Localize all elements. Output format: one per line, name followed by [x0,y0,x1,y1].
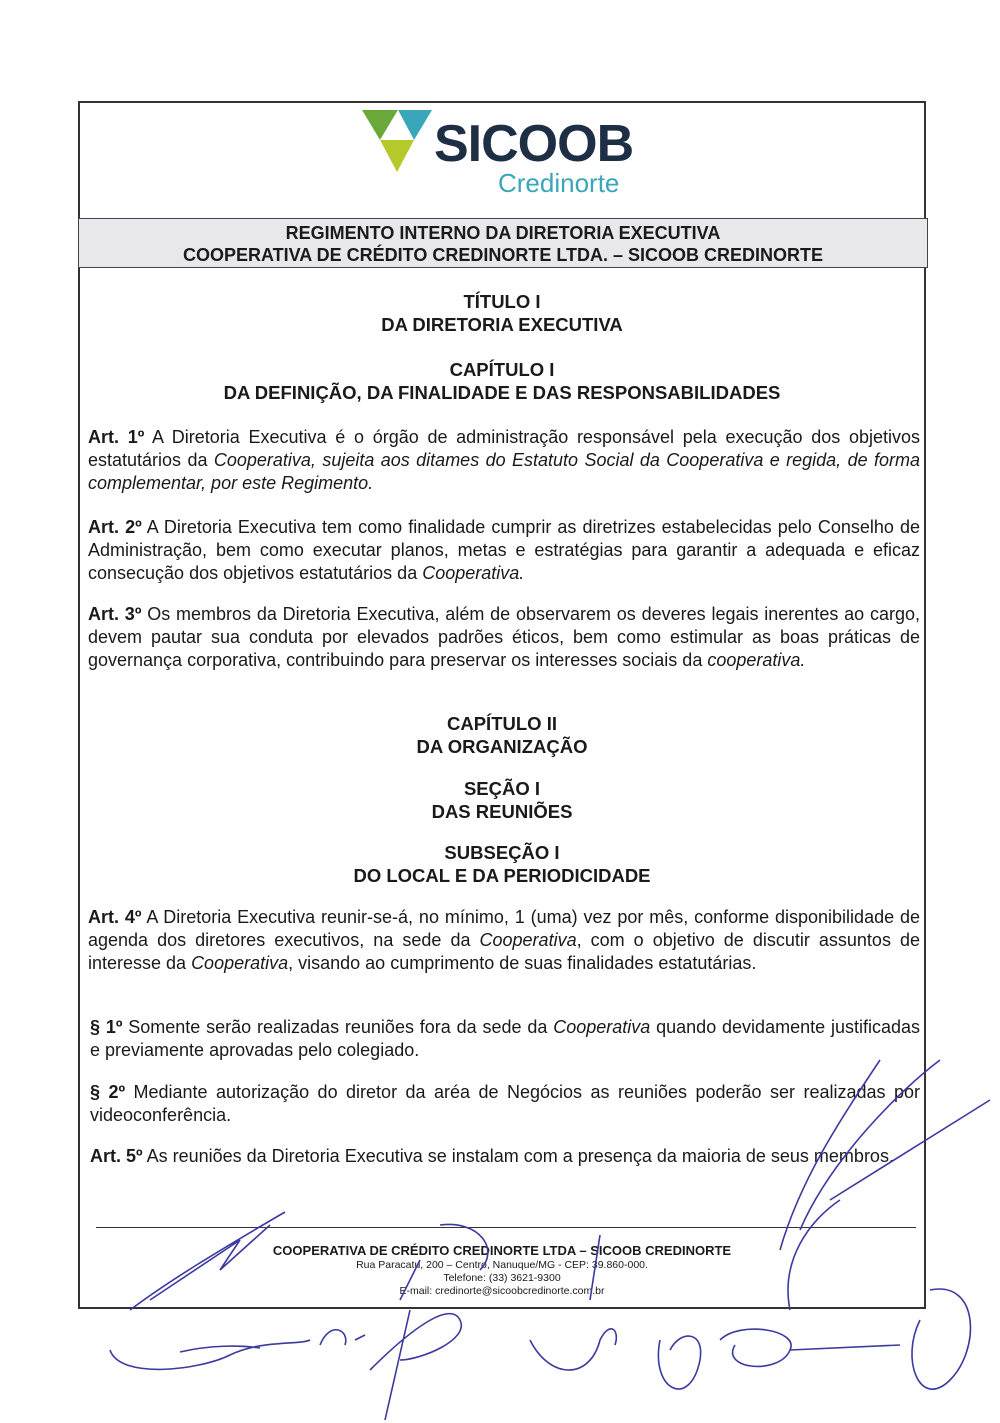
heading-line: DA DIRETORIA EXECUTIVA [381,314,623,335]
article-label: § 1º [90,1017,123,1037]
paragraph-2 [90,1081,920,1127]
article-3 [88,603,920,671]
italic-text: Cooperativa, sujeita aos ditames do Estatuto Social da Cooperativa e regida, de forma complementar, por este Regimento. [88,449,920,493]
heading-capitulo-2 [78,712,926,758]
body-text: , com o objetivo de discutir assuntos de interesse da [88,929,921,973]
body-text: A Diretoria Executiva tem como finalidade cumprir as diretrizes estabelecidas pelo Conselho de Administração, bem como executar planos, metas e estratégias para garantir a adequada e eficaz consecução dos objetivos estatutários da [88,517,920,583]
body-text: Mediante autorização do diretor da aréa de Negócios as reuniões poderão ser realizadas por videoconferência. [90,1082,920,1125]
heading-line: SUBSEÇÃO I [444,842,560,863]
logo-brand: SICOOB [434,115,634,173]
article-label: Art. 4º [88,907,142,927]
heading-line: DAS REUNIÕES [431,801,573,822]
heading-subsecao-1 [78,841,926,887]
sicoob-triangle-icon [362,110,432,176]
sicoob-logo [362,110,652,200]
article-label: § 2º [90,1082,126,1102]
article-label: Art. 2º [88,517,142,537]
heading-line: CAPÍTULO I [449,359,555,380]
heading-line: DO LOCAL E DA PERIODICIDADE [353,865,651,886]
article-label: Art. 1º [88,427,145,447]
article-label: Art. 3º [88,604,142,624]
footer-email: E-mail: credinorte@sicoobcredinorte.com.br [399,1285,605,1297]
article-4 [88,906,920,974]
heading-secao-1 [78,777,926,823]
heading-line: SEÇÃO I [463,778,541,799]
logo-subtitle: Credinorte [498,168,620,198]
paragraph-1 [90,1016,920,1062]
heading-line: DA ORGANIZAÇÃO [416,736,588,757]
document-header [78,218,928,268]
heading-capitulo-1 [78,358,926,404]
body-text: Somente serão realizadas reuniões fora da sede da [122,1017,554,1037]
heading-line: TÍTULO I [463,291,541,312]
article-1 [88,426,920,494]
footer-phone: Telefone: (33) 3621-9300 [443,1272,561,1284]
italic-text: cooperativa. [707,649,806,670]
body-text: A Diretoria Executiva reunir-se-á, no mínimo, 1 (uma) vez por mês, conforme disponibilidade de agenda dos diretores executivos, na sede da [88,907,920,950]
article-5 [90,1145,922,1168]
header-entity: COOPERATIVA DE CRÉDITO CREDINORTE LTDA. – SICOOB CREDINORTE [182,245,824,265]
italic-text: Cooperativa. [422,562,525,583]
document-frame [78,101,926,1309]
footer [78,1243,926,1298]
body-text: A Diretoria Executiva é o órgão de administração responsável pela execução dos objetivos estatutários da [88,427,920,470]
footer-name: COOPERATIVA DE CRÉDITO CREDINORTE LTDA – SICOOB CREDINORTE [272,1243,732,1258]
italic-text: Cooperativa [191,952,289,973]
heading-line: DA DEFINIÇÃO, DA FINALIDADE E DAS RESPONSABILIDADES [223,382,781,403]
italic-text: Cooperativa [553,1017,651,1037]
footer-address: Rua Paracatu, 200 – Centro, Nanuque/MG - CEP: 39.860-000. [356,1259,648,1271]
body-text: Os membros da Diretoria Executiva, além de observarem os deveres legais inerentes ao cargo, devem pautar sua conduta por elevados padrões éticos, bem como estimular as boas práticas de governança corporativa, contribuindo para preservar os interesses sociais da [88,604,920,670]
footer-divider [96,1227,916,1228]
italic-text: Cooperativa [479,929,577,950]
article-label: Art. 5º [90,1146,143,1166]
body-text: quando devidamente justificadas e previamente aprovadas pelo colegiado. [90,1017,920,1060]
heading-line: CAPÍTULO II [447,713,557,734]
body-text: , visando ao cumprimento de suas finalidades estatutárias. [288,952,757,973]
article-2 [88,516,920,584]
header-title: REGIMENTO INTERNO DA DIRETORIA EXECUTIVA [285,223,721,243]
body-text: As reuniões da Diretoria Executiva se instalam com a presença da maioria de seus membros. [142,1146,894,1166]
heading-titulo [78,290,926,336]
